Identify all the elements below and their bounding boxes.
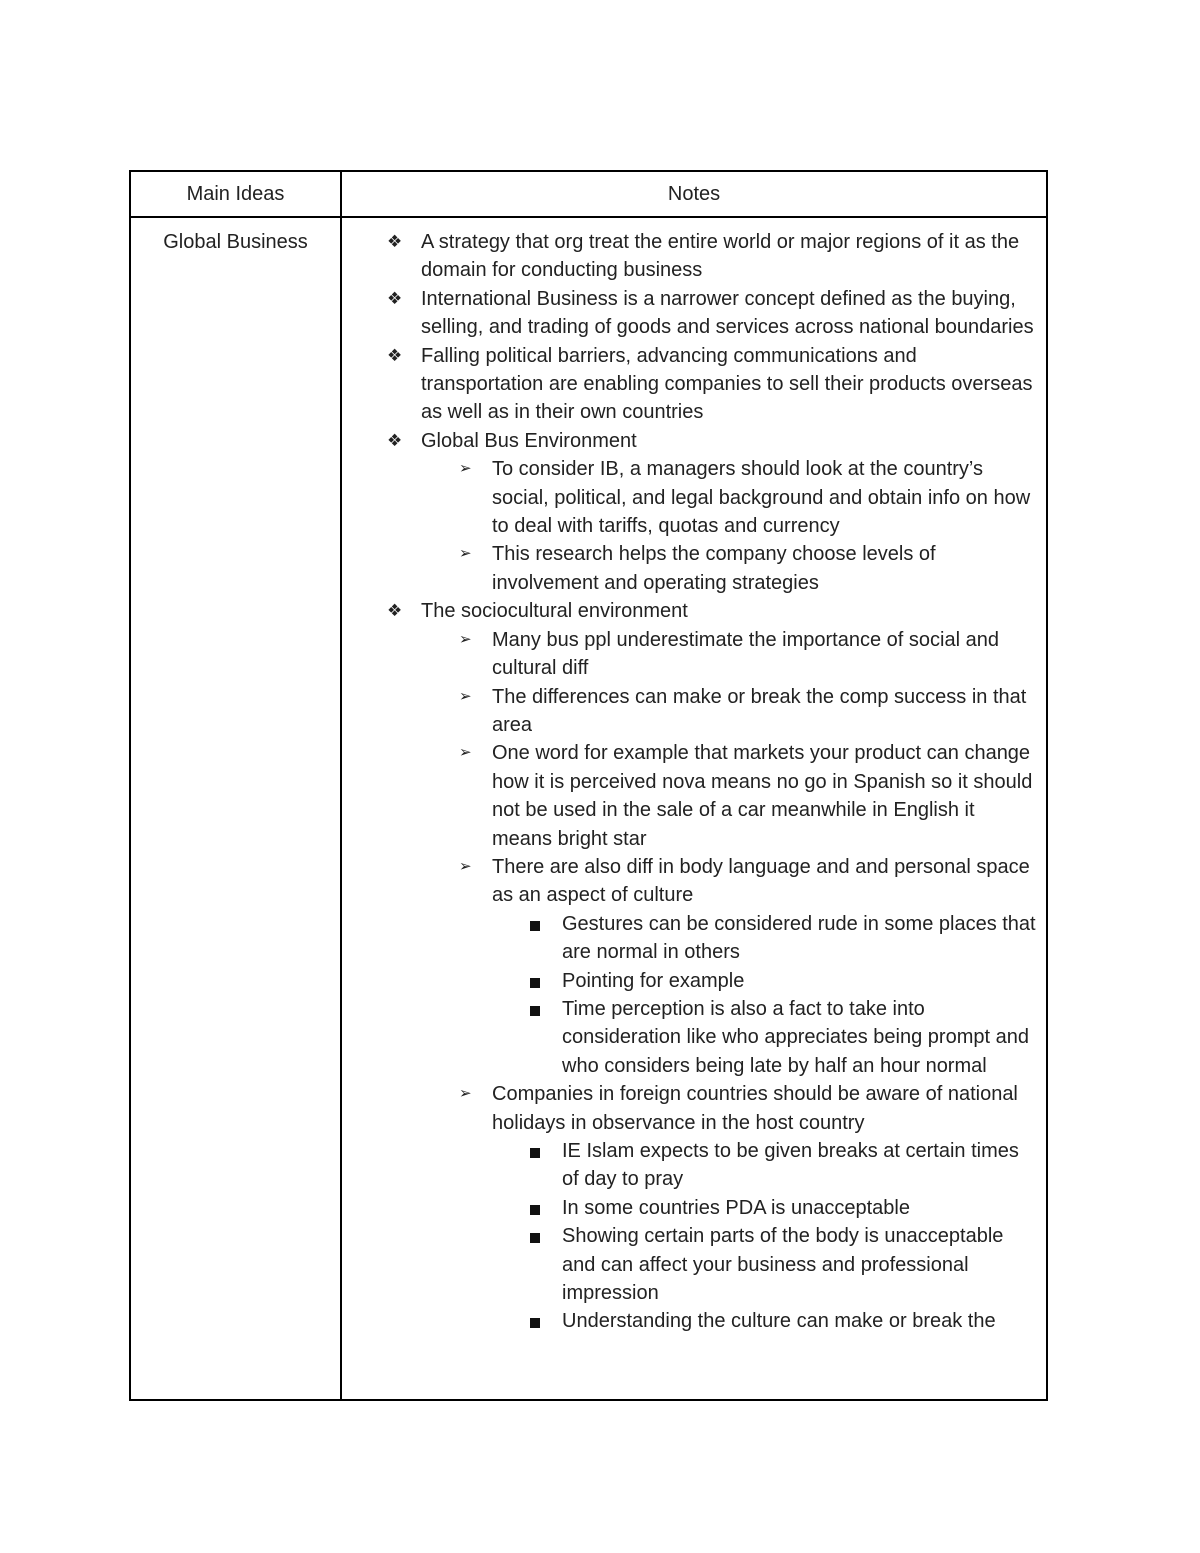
arrowhead-bullet-icon: ➢	[459, 460, 472, 478]
sub-sub-bullet-item	[342, 995, 1036, 1080]
square-bullet-icon	[530, 978, 540, 988]
sub-bullet-item	[342, 739, 1036, 853]
main-ideas-header: Main Ideas	[130, 171, 341, 217]
bullet-item	[342, 427, 1036, 455]
bullet-item	[342, 285, 1036, 342]
bullet-text: The differences can make or break the comp success in that area	[492, 685, 1027, 736]
square-bullet-icon	[530, 1318, 540, 1328]
sub-sub-bullet-item	[342, 1307, 1036, 1335]
arrowhead-bullet-icon: ➢	[459, 630, 472, 648]
bullet-text: Many bus ppl underestimate the importance of social and cultural diff	[492, 628, 999, 680]
sub-sub-bullet-item	[342, 1137, 1036, 1194]
arrowhead-bullet-icon: ➢	[459, 744, 472, 762]
notes-list	[342, 218, 1046, 1399]
bullet-text: Understanding the culture can make or break the	[562, 1310, 996, 1333]
sub-bullet-item	[342, 626, 1036, 683]
bullet-text: Gestures can be considered rude in some places that are normal in others	[562, 912, 1036, 964]
bullet-item	[342, 342, 1036, 427]
diamond-bullet-icon: ❖	[387, 232, 403, 251]
bullet-text: Pointing for example	[562, 969, 745, 992]
bullet-text: IE Islam expects to be given breaks at certain times of day to pray	[562, 1140, 1019, 1191]
sub-sub-bullet-item	[342, 910, 1036, 967]
sub-bullet-item	[342, 853, 1036, 910]
notes-header: Notes	[341, 171, 1047, 217]
square-bullet-icon	[530, 1148, 540, 1158]
diamond-bullet-icon: ❖	[387, 345, 403, 365]
arrowhead-bullet-icon: ➢	[459, 857, 472, 875]
bullet-text: Companies in foreign countries should be aware of national holidays in observance in the host country	[492, 1083, 1018, 1134]
bullet-text: Showing certain parts of the body is unacceptable and can affect your business and professional impression	[562, 1225, 1004, 1305]
notes-cell	[341, 217, 1047, 1400]
bullet-item	[342, 597, 1036, 625]
sub-bullet-item	[342, 683, 1036, 740]
bullet-text: This research helps the company choose levels of involvement and operating strategies	[492, 543, 936, 594]
square-bullet-icon	[530, 921, 540, 931]
sub-sub-bullet-item	[342, 967, 1036, 995]
sub-bullet-item	[342, 1080, 1036, 1137]
bullet-text: A strategy that org treat the entire world or major regions of it as the domain for conducting business	[421, 231, 1020, 282]
sub-bullet-item	[342, 540, 1036, 597]
diamond-bullet-icon: ❖	[387, 601, 403, 621]
square-bullet-icon	[530, 1006, 540, 1016]
bullet-text: International Business is a narrower concept defined as the buying, selling, and trading of goods and services across national boundaries	[421, 287, 1034, 339]
table-header-row	[130, 171, 1047, 217]
main-idea-cell	[130, 217, 341, 1400]
table-body-row	[130, 217, 1047, 1400]
sub-sub-bullet-item	[342, 1194, 1036, 1222]
bullet-text: Global Bus Environment	[421, 429, 637, 452]
cornell-notes-table	[129, 170, 1048, 1401]
sub-sub-bullet-item	[342, 1222, 1036, 1307]
bullet-text: To consider IB, a managers should look at the country’s social, political, and legal background and obtain info on how to deal with tariffs, quotas and currency	[492, 458, 1031, 538]
bullet-item	[342, 228, 1036, 285]
square-bullet-icon	[530, 1205, 540, 1215]
sub-bullet-item	[342, 455, 1036, 540]
bullet-text: Time perception is also a fact to take into consideration like who appreciates being prompt and who considers being late by half an hour normal	[562, 997, 1029, 1077]
bullet-text: The sociocultural environment	[421, 600, 688, 623]
arrowhead-bullet-icon: ➢	[459, 545, 472, 563]
diamond-bullet-icon: ❖	[387, 288, 403, 308]
arrowhead-bullet-icon: ➢	[459, 687, 472, 705]
diamond-bullet-icon: ❖	[387, 430, 403, 450]
square-bullet-icon	[530, 1233, 540, 1243]
bullet-text: One word for example that markets your product can change how it is perceived nova means no go in Spanish so it should not be used in the sale of a car meanwhile in English it means bright star	[492, 742, 1033, 850]
bullet-text: In some countries PDA is unacceptable	[562, 1196, 910, 1219]
main-idea-text: Global Business	[163, 231, 308, 253]
bullet-text: Falling political barriers, advancing communications and transportation are enabling companies to sell their products overseas as well as in their own countries	[421, 344, 1033, 424]
arrowhead-bullet-icon: ➢	[459, 1085, 472, 1103]
bullet-text: There are also diff in body language and and personal space as an aspect of culture	[492, 855, 1030, 907]
